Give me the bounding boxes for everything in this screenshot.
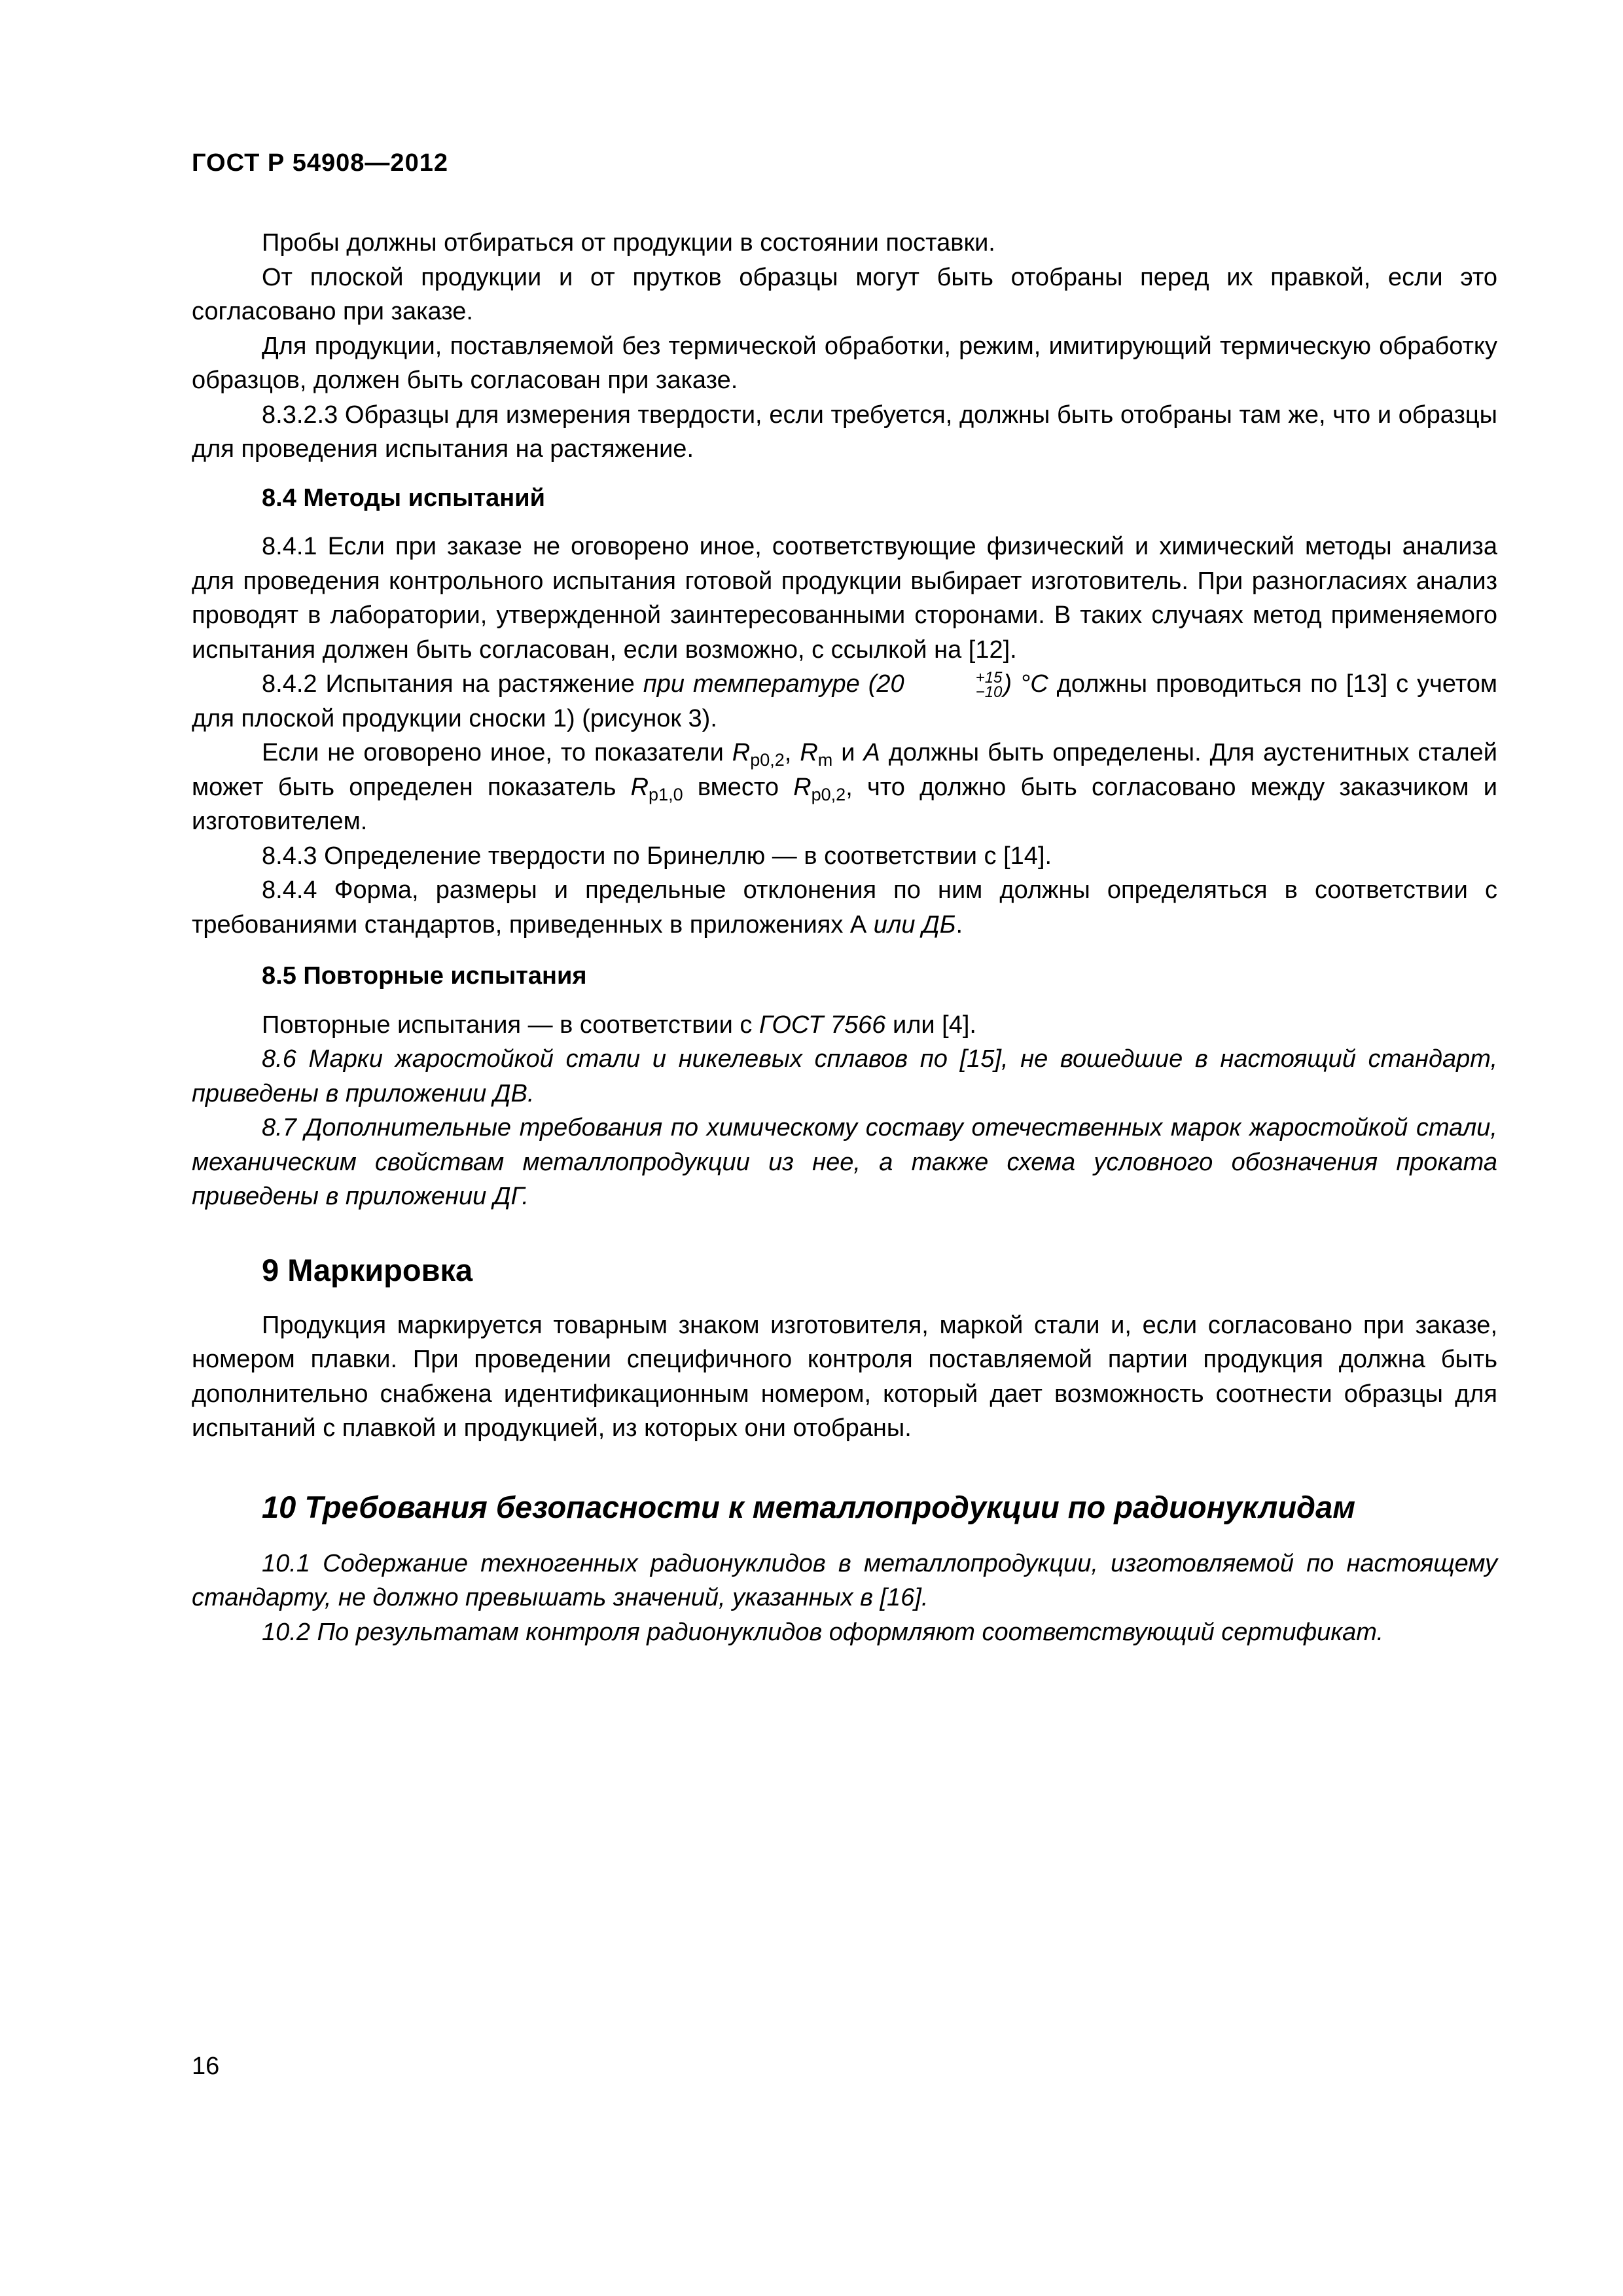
symbol-a: A [863, 739, 880, 766]
paragraph-8-5-1 [192, 1008, 1497, 1043]
paragraph-8-7: 8.7 Дополнительные требования по химическому составу отечественных марок жаростойкой стали, механическим свойствам металлопродукции из нее, а также схема условного обозначения проката приведены в приложении ДГ. [192, 1114, 1497, 1210]
paragraph-samples-delivery: Пробы должны отбираться от продукции в состоянии поставки. [262, 229, 995, 257]
heading-10: 10 Требования безопасности к металлопродукции по радионуклидам [262, 1489, 1356, 1524]
subscript-p02: p0,2 [750, 750, 785, 770]
text-span: или [4]. [885, 1011, 976, 1039]
text-span: Если не оговорено иное, то показатели [262, 739, 732, 766]
text-span: Повторные испытания — в соответствии с [262, 1011, 759, 1039]
heading-9: 9 Маркировка [262, 1252, 473, 1287]
paragraph-8-4-2 [192, 667, 1497, 736]
paragraph-8-4-1: 8.4.1 Если при заказе не оговорено иное, соответствующие физический и химический методы анализа для проведения контрольного испытания готовой продукции выбирает изготовитель. При разногласиях анализ проводят в лаборатории, утвержденной заинтересованными сторонами. В таких случаях метод применяемого испытания должен быть согласован, если возможно, с ссылкой на [12]. [192, 533, 1497, 664]
text-span: . [955, 910, 963, 939]
text-span: 8.4.4 Форма, размеры и предельные отклонения по ним должны определяться в соответствии с требованиями стандартов, приведенных в приложениях А [192, 876, 1497, 939]
text-span: , [784, 739, 800, 766]
paragraph-10-2: 10.2 По результатам контроля радионуклидов оформляют соответствующий сертификат. [262, 1618, 1384, 1646]
text-span: и [832, 739, 864, 766]
subscript-m: m [817, 750, 833, 770]
paragraph-8-4-4 [192, 873, 1497, 942]
standard-ref: ГОСТ 7566 [758, 1011, 886, 1039]
paragraph-10-1: 10.1 Содержание техногенных радионуклидов в металлопродукции, изготовляемой по настоящему стандарту, не должно превышать значений, указанных в [16]. [192, 1549, 1497, 1611]
symbol-r: R [800, 739, 818, 766]
paragraph-8-4-2-indicators [192, 736, 1497, 839]
page-number: 16 [192, 2053, 220, 2080]
symbol-r: R [732, 739, 751, 766]
paragraph-8-4-3: 8.4.3 Определение твердости по Бринеллю — в соответствии с [14]. [262, 842, 1052, 870]
paragraph-8-6: 8.6 Марки жаростойкой стали и никелевых сплавов по [15], не вошедшие в настоящий стандарт, приведены в приложении ДВ. [192, 1045, 1497, 1107]
symbol-r: R [793, 773, 812, 801]
tolerance-upper: +15 [975, 668, 1003, 687]
document-body [192, 226, 1497, 1649]
text-span: , что должно быть согласовано между заказчиком и изготовителем. [192, 773, 1498, 835]
text-span: должны проводиться по [13] с учетом для плоской продукции сноски 1) (рисунок 3). [192, 670, 1498, 732]
paragraph-9-marking: Продукция маркируется товарным знаком изготовителя, маркой стали и, если согласовано при заказе, номером плавки. При проведении специфичного контроля поставляемой партии продукция должна быть дополнительно снабжена идентификационным номером, который дает возможность соотнести образцы для испытаний с плавкой и продукцией, из которых они отобраны. [192, 1311, 1497, 1442]
paragraph-heat-treatment: Для продукции, поставляемой без термической обработки, режим, имитирующий термическую обработку образцов, должен быть согласован при заказе. [192, 332, 1497, 394]
temperature-tolerance [906, 668, 1003, 701]
text-span: 8.4.2 Испытания на растяжение [262, 670, 643, 698]
tolerance-lower: −10 [975, 683, 1003, 701]
subscript-p02: p0,2 [811, 784, 846, 804]
document-id-header: ГОСТ Р 54908—2012 [192, 149, 448, 177]
temperature-text: при температуре (20 [643, 670, 904, 698]
heading-8-4: 8.4 Методы испытаний [262, 484, 545, 512]
symbol-r: R [630, 773, 649, 801]
text-span: должны быть определены. Для аустенитных сталей может быть определен показатель [192, 739, 1497, 801]
temperature-unit: ) °С [1003, 670, 1048, 698]
paragraph-flat-products: От плоской продукции и от прутков образцы могут быть отобраны перед их правкой, если это согласовано при заказе. [192, 263, 1497, 325]
subscript-p10: p1,0 [649, 784, 683, 804]
heading-8-5: 8.5 Повторные испытания [262, 962, 587, 990]
paragraph-8-3-2-3: 8.3.2.3 Образцы для измерения твердости, если требуется, должны быть отобраны там же, что и образцы для проведения испытания на растяжение. [192, 401, 1497, 463]
text-span: вместо [683, 773, 794, 801]
appendix-ref: или ДБ [873, 910, 956, 939]
